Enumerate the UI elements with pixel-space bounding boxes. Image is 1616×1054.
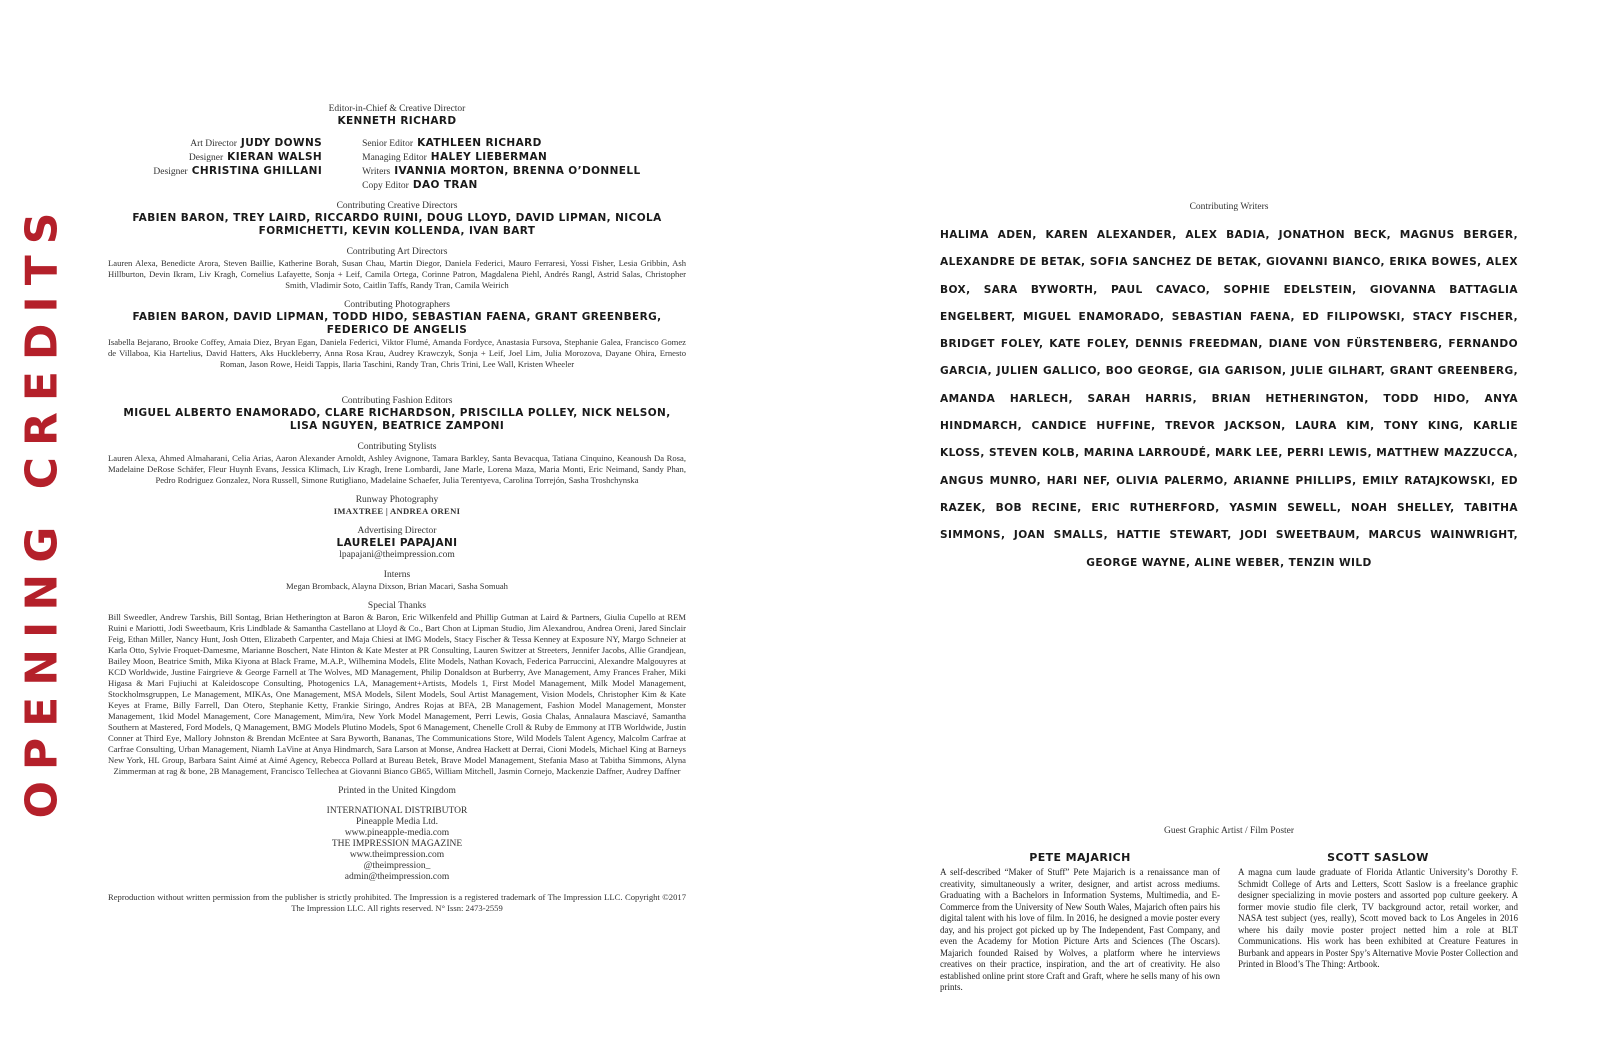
distributor-line: www.pineapple-media.com [344, 828, 450, 838]
role-label: Managing Editor [362, 153, 427, 163]
masthead-left [153, 136, 322, 192]
page-title-text: OPENING CREDITS [16, 201, 68, 819]
fashion-editors-label: Contributing Fashion Editors [341, 396, 453, 406]
guest-artists-label: Guest Graphic Artist / Film Poster [1163, 826, 1295, 836]
masthead [108, 136, 686, 192]
masthead-row [153, 150, 322, 164]
photographers-names-bold: FABIEN BARON, DAVID LIPMAN, TODD HIDO, SEBASTIAN FAENA, GRANT GREENBERG, FEDERICO DE ANGELIS [132, 311, 662, 336]
artist-name: PETE MAJARICH [1029, 851, 1131, 864]
stylists-label: Contributing Stylists [357, 442, 437, 452]
art-directors-names: Lauren Alexa, Benedicte Arora, Steven Baillie, Katherine Borah, Susan Chau, Martin Diegor, Daniela Federici, Mauro Ferraresi, Yossi Fisher, Lesia Gribbin, Ash Hillburton, Devin Ikram, Liv Kragh, Cornelius Lafayette, Sonja + Leif, Camila Ortega, Corinne Patron, Magdalena Piehl, Andrés Rangl, Astrid Salas, Christopher Smith, Vladimir Soto, Caitlin Taffs, Randy Tran, Camila Weirich [108, 258, 686, 290]
distributor-line: Pineapple Media Ltd. [355, 817, 439, 827]
masthead-row [362, 150, 640, 164]
advertising-name: LAURELEI PAPAJANI [336, 537, 458, 549]
distributor-line: THE IMPRESSION MAGAZINE [331, 839, 463, 849]
advertising-email: lpapajani@theimpression.com [339, 550, 455, 560]
interns-label: Interns [383, 570, 411, 580]
role-label: Writers [362, 167, 391, 177]
artist-name: SCOTT SASLOW [1327, 851, 1429, 864]
distributor-label: INTERNATIONAL DISTRIBUTOR [326, 806, 468, 816]
role-name: KIERAN WALSH [227, 151, 323, 163]
role-name: KATHLEEN RICHARD [417, 137, 542, 149]
role-name: CHRISTINA GHILLANI [191, 165, 323, 177]
masthead-row [153, 136, 322, 150]
printed-note: Printed in the United Kingdom [338, 786, 456, 796]
role-label: Copy Editor [362, 181, 409, 191]
masthead-row [362, 164, 640, 178]
role-name: HALEY LIEBERMAN [430, 151, 548, 163]
advertising-label: Advertising Director [357, 526, 437, 536]
role-label: Designer [153, 167, 188, 177]
legal-notice: Reproduction without written permission from the publisher is strictly prohibited. The Impression is a registered trademark of The Impression LLC. Copyright ©2017 The Impression LLC. All rights reserved. N° Issn: 2473-2559 [108, 892, 686, 913]
role-name: JUDY DOWNS [240, 137, 323, 149]
writers-names: HALIMA ADEN, KAREN ALEXANDER, ALEX BADIA, JONATHON BECK, MAGNUS BERGER, ALEXANDRE DE BETAK, SOFIA SANCHEZ DE BETAK, GIOVANNI BIANCO, ERIKA BOWES, ALEX BOX, SARA BYWORTH, PAUL CAVACO, SOPHIE EDELSTEIN, GIOVANNA BATTAGLIA ENGELBERT, MIGUEL ENAMORADO, SEBASTIAN FAENA, ED FILIPOWSKI, STACY FISCHER, BRIDGET FOLEY, KATE FOLEY, DENNIS FREEDMAN, DIANE VON FÜRSTENBERG, FERNANDO GARCIA, JULIEN GALLICO, BOO GEORGE, GIA GARISON, JULIE GILHART, GRANT GREENBERG, AMANDA HARLECH, SARAH HARRIS, BRIAN HETHERINGTON, TODD HIDO, ANYA HINDMARCH, CANDICE HUFFINE, TREVOR JACKSON, LAURA KIM, TONY KING, KARLIE KLOSS, STEVEN KOLB, MARINA LARROUDÉ, MARK LEE, PERRI LEWIS, MATTHEW MAZZUCCA, ANGUS MUNRO, HARI NEF, OLIVIA PALERMO, ARIANNE PHILLIPS, EMILY RATAJKOWSKI, ED RAZEK, BOB RECINE, ERIC RUTHERFORD, YASMIN SEWELL, NOAH SHELLEY, TABITHA SIMMONS, JOAN SMALLS, HATTIE STEWART, JODI SWEETBAUM, MARCUS WAINWRIGHT, GEORGE WAYNE, ALINE WEBER, TENZIN WILD [940, 229, 1518, 569]
credits-column [108, 104, 686, 914]
special-thanks-label: Special Thanks [367, 601, 427, 611]
role-name: IVANNIA MORTON, BRENNA O’DONNELL [394, 165, 641, 177]
role-label: Art Director [190, 139, 237, 149]
masthead-row [362, 136, 640, 150]
interns-names: Megan Bromback, Alayna Dixson, Brian Macari, Sasha Somuah [286, 581, 508, 591]
artist-bio-text: A self-described “Maker of Stuff” Pete Majarich is a renaissance man of creativity, simultaneously a writer, designer, and artist across mediums. Graduating with a Bachelors in Information Systems, Multimedia, and E-Commerce from the University of New South Wales, Majarich often pairs his digital talent with his love of film. In 2016, he designed a movie poster every day, and his project got picked up by The Independent, Fast Company, and even the Academy for Motion Picture Arts and Sciences (The Oscars). Majarich founded Raised by Wolves, a platform where he interviews creatives on their practice, inspiration, and the art of creativity. He also established online print store Craft and Graft, where he sells many of his own prints. [940, 867, 1220, 992]
role-label: Designer [188, 153, 224, 163]
runway-names: IMAXTREE | ANDREA ORENI [333, 506, 461, 516]
runway-label: Runway Photography [355, 495, 439, 505]
photographers-label: Contributing Photographers [344, 300, 450, 310]
editor-label: Editor-in-Chief & Creative Director [328, 104, 466, 114]
writers-label: Contributing Writers [1189, 202, 1269, 212]
distributor-line: www.theimpression.com [349, 850, 445, 860]
masthead-row [153, 164, 322, 178]
artist-bio-text: A magna cum laude graduate of Florida Atlantic University’s Dorothy F. Schmidt College of Arts and Letters, Scott Saslow is a freelance graphic designer specializing in movie posters and assorted pop culture geekery. A former movie studio file clerk, TV background actor, retail worker, and NASA test subject (yes, really), Scott moved back to Los Angeles in 2016 where his daily movie poster project netted him a role at BLT Communications. His work has been exhibited at Creature Features in Burbank and appears in Poster Spy’s Alternative Movie Poster Collection and Printed in Blood’s The Thing: Artbook. [1238, 867, 1518, 969]
artist-bio [940, 851, 1220, 994]
special-thanks-text: Bill Sweedler, Andrew Tarshis, Bill Sontag, Brian Hetherington at Baron & Baron, Eric Wilkenfeld and Phillip Gutman at Laird & Partners, Giulia Cupello at REM Ruini e Mariotti, Jodi Sweetbaum, Kris Lindblade & Samantha Castellano at Lloyd & Co., Bart Chon at Lipman Studio, Jim Alexandrou, Andrea Oreni, Jared Sinclair Feig, Ethan Miller, Nancy Hunt, Josh Otten, Elizabeth Carpenter, and Maja Chiesi at IMG Models, Stacy Fischer & Tessa Kenney at Exposure NY, Margo Schneier at Karla Otto, Sylvie Froquet-Damesme, Marianne Boschert, Nate Hinton & Kate Mester at PR Consulting, Lauren Switzer at Streeters, Jennifer Jacobs, Allie Grandjean, Bailey Moon, Beatrice Smith, Mika Kiyona at Black Frame, M.A.P., Wilhemina Models, Elite Models, Nathan Kovach, Federica Parruccini, Alexandre Malgouyres at KCD Worldwide, Justine Fairgrieve & George Farnell at The Wolves, MD Management, Philip Donaldson at Burberry, Ave Management, Amy Frances Fraher, Miki Higasa & Mari Fujiuchi at Kaleidoscope Consulting, Photogenics LA, Management+Artists, Models 1, First Model Management, Milk Model Management, Stockholmsgruppen, Le Management, MIKAs, One Management, MSA Models, Silent Models, Soul Artist Management, Vision Models, Christopher Kim & Kate Keyes at Frame, Billy Farrell, Dan Otero, Stephanie Ketty, Frankie Siringo, Andres Rojas at BFA, 2B Management, Fashion Model Management, Monster Management, 1kid Model Management, Core Management, Mim/ira, New York Model Management, Perri Lewis, Gosia Chalas, Annalaura Masciavé, Samantha Southern at Mastered, Ford Models, Q Management, BMG Models Plutino Models, Spot 6 Management, Chenelle Croll & Ruby de Emmony at ITB Worldwide, Justin Conner at Third Eye, Mallory Johnston & Brendan McEntee at Sara Byworth, Bananas, The Communications Store, Wild Models Talent Agency, Malcolm Carfrae at Carfrae Consulting, Urban Management, Niamh LaVine at Anya Hindmarch, Sara Larson at Monse, Andrea Hackett at Derrai, Cioni Models, Michael King at Barneys New York, HL Group, Barbara Saint Aimé at Aimé Agency, Rebecca Pollard at Bureau Betek, Brave Model Management, Stefania Maso at Tabitha Simmons, Alyna Zimmerman at rag & bone, 2B Management, Francisco Tellechea at Giovanni Bianco GB65, William Mitchell, Jasmin Cornejo, Mackenzie Daffner, Audrey Daffner [108, 612, 686, 776]
masthead-row [362, 178, 640, 192]
stylists-names: Lauren Alexa, Ahmed Almaharani, Celia Arias, Aaron Alexander Arnoldt, Ashley Avignone, Tamara Barkley, Santa Bevacqua, Tatiana Cinquino, Keanoush Da Rosa, Madelaine DeRose Schäfer, Fleur Huynh Evans, Jessica Klimach, Liv Kragh, Irene Lombardi, Jane Marle, Lorena Maza, Maria Monti, Eric Neimand, Sandy Phan, Pedro Rodriguez Gonzalez, Nora Russell, Simone Rutigliano, Madelaine Schaefer, Julia Terentyeva, Carolina Torrejón, Sasha Troshchynska [108, 453, 686, 485]
page-title [14, 201, 70, 819]
distributor-line: @theimpression_ [363, 861, 431, 871]
role-label: Senior Editor [362, 139, 414, 149]
creative-directors-names: FABIEN BARON, TREY LAIRD, RICCARDO RUINI, DOUG LLOYD, DAVID LIPMAN, NICOLA FORMICHETTI, KEVIN KOLLENDA, IVAN BART [132, 212, 662, 237]
creative-directors-label: Contributing Creative Directors [336, 201, 458, 211]
masthead-right [362, 136, 640, 192]
art-directors-label: Contributing Art Directors [346, 247, 448, 257]
photographers-names: Isabella Bejarano, Brooke Coffey, Amaia Diez, Bryan Egan, Daniela Federici, Viktor Flumé, Amanda Fordyce, Anastasia Fursova, Stephanie Galea, Francisco Gomez de Villaboa, Kia Hartelius, David Hatters, Aks Huckleberry, Anna Rosa Krau, Audrey Krawczyk, Sonja + Leif, Joel Lim, Julia Morozova, Dayane Ohira, Ernesto Roman, Jason Rowe, Heidi Tappis, Ilaria Taschini, Randy Tran, Chris Trini, Lee Wall, Kristen Wheeler [108, 337, 686, 369]
artist-bio [1238, 851, 1518, 971]
editor-name: KENNETH RICHARD [337, 115, 457, 127]
fashion-editors-names: MIGUEL ALBERTO ENAMORADO, CLARE RICHARDSON, PRISCILLA POLLEY, NICK NELSON, LISA NGUYEN, BEATRICE ZAMPONI [123, 407, 671, 432]
role-name: DAO TRAN [412, 179, 478, 191]
distributor-line: admin@theimpression.com [344, 872, 450, 882]
